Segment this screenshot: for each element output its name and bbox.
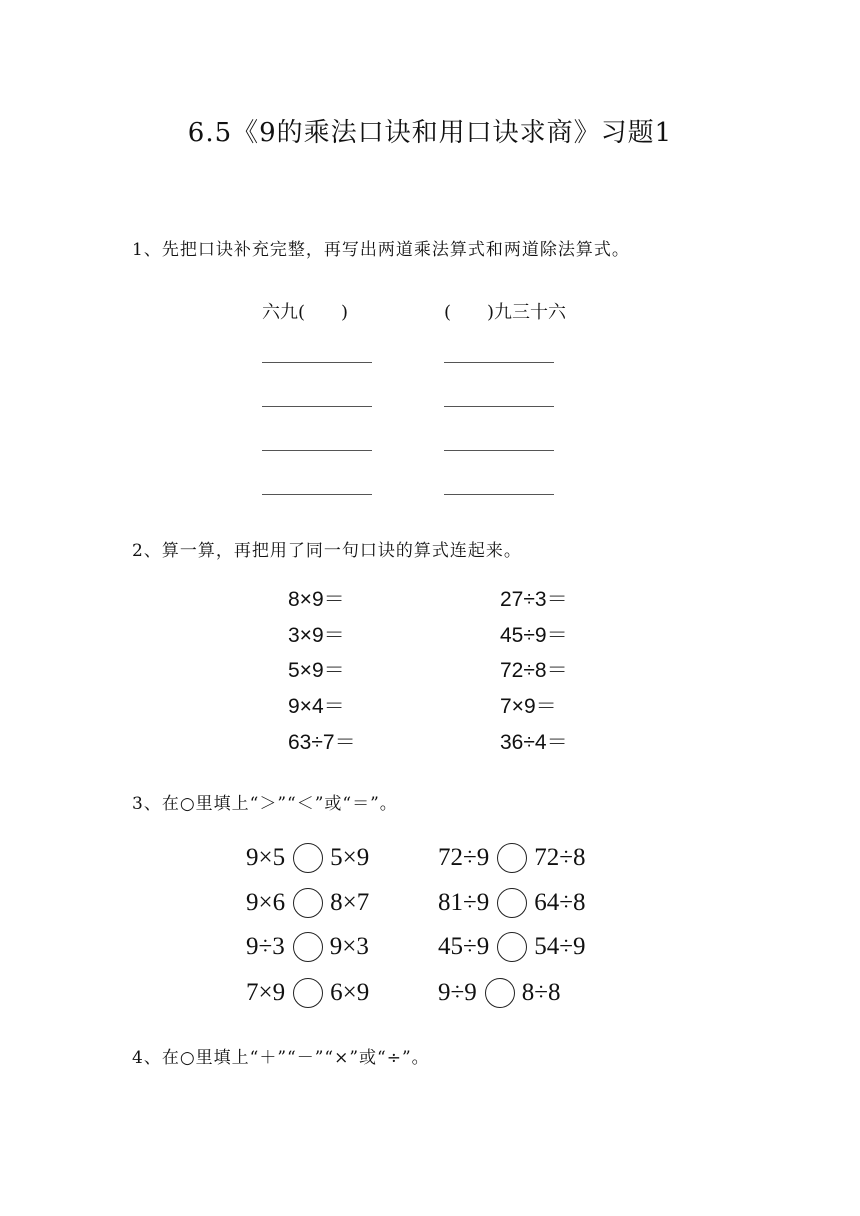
answer-line[interactable]: [444, 362, 554, 363]
compare-item: [438, 930, 585, 964]
compare-left-expr: 9×6: [246, 889, 286, 916]
compare-right-expr: 72÷8: [534, 844, 586, 871]
compare-left-expr: 9×5: [246, 844, 286, 871]
compare-item: [438, 886, 585, 920]
formula-right: ( )九三十六: [444, 302, 567, 323]
calc-right-1: 27÷3＝: [500, 588, 568, 611]
compare-circle[interactable]: [497, 932, 527, 962]
compare-left-expr: 72÷9: [438, 844, 490, 871]
answer-line[interactable]: [262, 494, 372, 495]
compare-circle[interactable]: [293, 978, 323, 1008]
compare-right-expr: 8×7: [330, 889, 370, 916]
answer-line[interactable]: [444, 406, 554, 407]
answer-line[interactable]: [262, 450, 372, 451]
compare-right-expr: 6×9: [330, 979, 370, 1006]
compare-item: [438, 976, 560, 1010]
question-3: 3、在○里填上“＞”“＜”或“＝”。: [132, 794, 398, 814]
compare-item: [246, 976, 369, 1010]
question-2: 2、算一算，再把用了同一句口诀的算式连起来。: [132, 541, 522, 561]
compare-circle[interactable]: [485, 978, 515, 1008]
compare-right-expr: 9×3: [329, 933, 369, 960]
compare-item: [246, 930, 369, 964]
calc-right-3: 72÷8＝: [500, 659, 568, 682]
compare-left-expr: 81÷9: [438, 889, 490, 916]
calc-right-5: 36÷4＝: [500, 731, 568, 754]
compare-right-expr: 8÷8: [521, 979, 561, 1006]
answer-line[interactable]: [262, 362, 372, 363]
compare-item: [246, 886, 369, 920]
answer-line[interactable]: [444, 494, 554, 495]
calc-right-2: 45÷9＝: [500, 624, 568, 647]
formula-left: 六九( ): [262, 302, 349, 323]
calc-left-1: 8×9＝: [288, 588, 345, 611]
answer-line[interactable]: [262, 406, 372, 407]
answer-line[interactable]: [444, 450, 554, 451]
compare-right-expr: 64÷8: [534, 889, 586, 916]
compare-circle[interactable]: [293, 843, 323, 873]
compare-item: [438, 841, 585, 875]
compare-right-expr: 5×9: [330, 844, 370, 871]
compare-left-expr: 45÷9: [438, 933, 490, 960]
question-4: 4、在○里填上“＋”“－”“×”或“÷”。: [132, 1048, 430, 1068]
calc-left-5: 63÷7＝: [288, 731, 356, 754]
calc-left-4: 9×4＝: [288, 695, 345, 718]
compare-circle[interactable]: [293, 932, 323, 962]
compare-left-expr: 9÷9: [438, 979, 477, 1006]
calc-left-3: 5×9＝: [288, 659, 345, 682]
calc-left-2: 3×9＝: [288, 624, 345, 647]
compare-right-expr: 54÷9: [534, 933, 586, 960]
compare-circle[interactable]: [497, 843, 527, 873]
compare-item: [246, 841, 369, 875]
question-1: 1、先把口诀补充完整，再写出两道乘法算式和两道除法算式。: [132, 240, 630, 260]
page-title: 6.5《9的乘法口诀和用口诀求商》习题1: [187, 118, 673, 148]
compare-left-expr: 9÷3: [246, 933, 285, 960]
calc-right-4: 7×9＝: [500, 695, 557, 718]
compare-circle[interactable]: [293, 888, 323, 918]
compare-circle[interactable]: [497, 888, 527, 918]
compare-left-expr: 7×9: [246, 979, 286, 1006]
